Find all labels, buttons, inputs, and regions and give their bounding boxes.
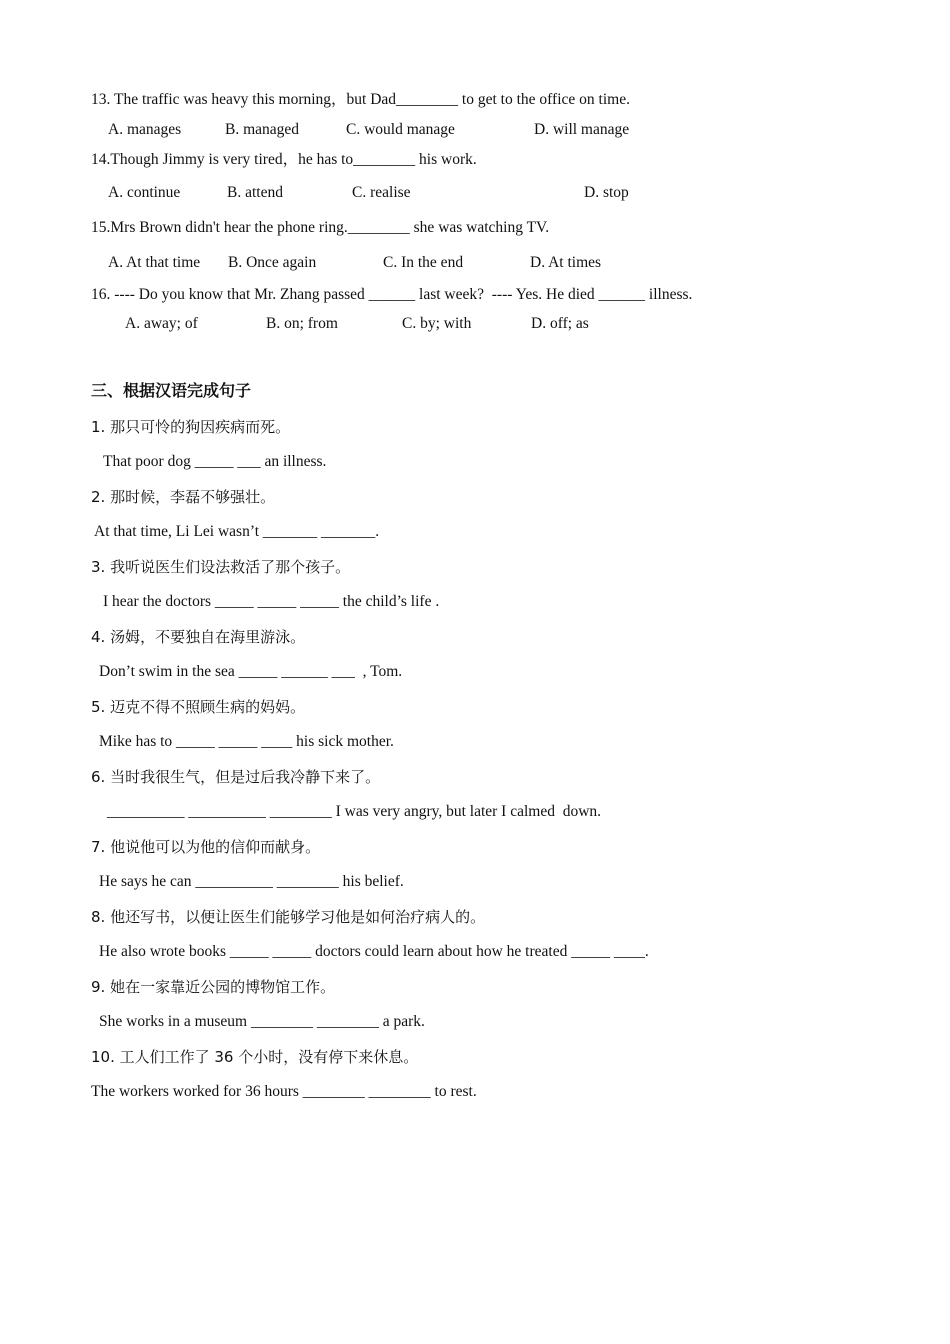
- q16-option-b: B. on; from: [266, 315, 338, 332]
- translation-2-english: At that time, Li Lei wasn’t _______ _______.: [94, 523, 380, 540]
- translation-3-english: I hear the doctors _____ _____ _____ the child’s life .: [103, 593, 440, 610]
- q14-option-d: D. stop: [584, 184, 629, 201]
- translation-4-chinese: 4. 汤姆，不要独自在海里游泳。: [91, 628, 306, 646]
- q14-option-a: A. continue: [108, 184, 181, 201]
- q13-option-a: A. manages: [108, 121, 182, 138]
- translation-6-english: __________ __________ ________ I was very angry, but later I calmed down.: [107, 803, 602, 820]
- translation-7-english: He says he can __________ ________ his belief.: [99, 873, 404, 890]
- translation-8-english: He also wrote books _____ _____ doctors could learn about how he treated _____ ____.: [99, 943, 649, 960]
- question-16-stem: 16. ---- Do you know that Mr. Zhang passed ______ last week? ---- Yes. He died ______ illness.: [91, 286, 693, 303]
- q13-option-b: B. managed: [225, 121, 300, 138]
- translation-1-english: That poor dog _____ ___ an illness.: [103, 453, 327, 470]
- q15-option-d: D. At times: [530, 254, 602, 271]
- question-13-stem: 13. The traffic was heavy this morning，but Dad________ to get to the office on time.: [91, 91, 630, 108]
- translation-10-chinese: 10. 工人们工作了 36 个小时，没有停下来休息。: [91, 1048, 419, 1066]
- q13-option-c: C. would manage: [346, 121, 455, 138]
- translation-6-chinese: 6. 当时我很生气，但是过后我冷静下来了。: [91, 768, 381, 786]
- translation-9-english: She works in a museum ________ ________ a park.: [99, 1013, 425, 1030]
- translation-4-english: Don’t swim in the sea _____ ______ ___ , Tom.: [99, 663, 403, 680]
- q16-option-d: D. off; as: [531, 315, 589, 332]
- question-14-stem: 14.Though Jimmy is very tired，he has to________ his work.: [91, 151, 477, 168]
- q13-option-d: D. will manage: [534, 121, 630, 138]
- q16-option-c: C. by; with: [402, 315, 472, 332]
- section-heading: 三、根据汉语完成句子: [91, 381, 252, 400]
- q15-option-b: B. Once again: [228, 254, 317, 271]
- translation-9-chinese: 9. 她在一家靠近公园的博物馆工作。: [91, 978, 336, 996]
- question-15-stem: 15.Mrs Brown didn't hear the phone ring.________ she was watching TV.: [91, 219, 550, 236]
- q14-option-c: C. realise: [352, 184, 411, 201]
- q15-option-c: C. In the end: [383, 254, 464, 271]
- q15-option-a: A. At that time: [108, 254, 201, 271]
- translation-3-chinese: 3. 我听说医生们设法救活了那个孩子。: [91, 558, 351, 576]
- translation-2-chinese: 2. 那时候，李磊不够强壮。: [91, 488, 276, 506]
- translation-8-chinese: 8. 他还写书，以便让医生们能够学习他是如何治疗病人的。: [91, 908, 486, 926]
- q16-option-a: A. away; of: [125, 315, 198, 332]
- translation-1-chinese: 1. 那只可怜的狗因疾病而死。: [91, 418, 291, 436]
- translation-5-english: Mike has to _____ _____ ____ his sick mother.: [99, 733, 394, 750]
- translation-7-chinese: 7. 他说他可以为他的信仰而献身。: [91, 838, 321, 856]
- translation-10-english: The workers worked for 36 hours ________ ________ to rest.: [91, 1083, 477, 1100]
- translation-5-chinese: 5. 迈克不得不照顾生病的妈妈。: [91, 698, 306, 716]
- q14-option-b: B. attend: [227, 184, 283, 201]
